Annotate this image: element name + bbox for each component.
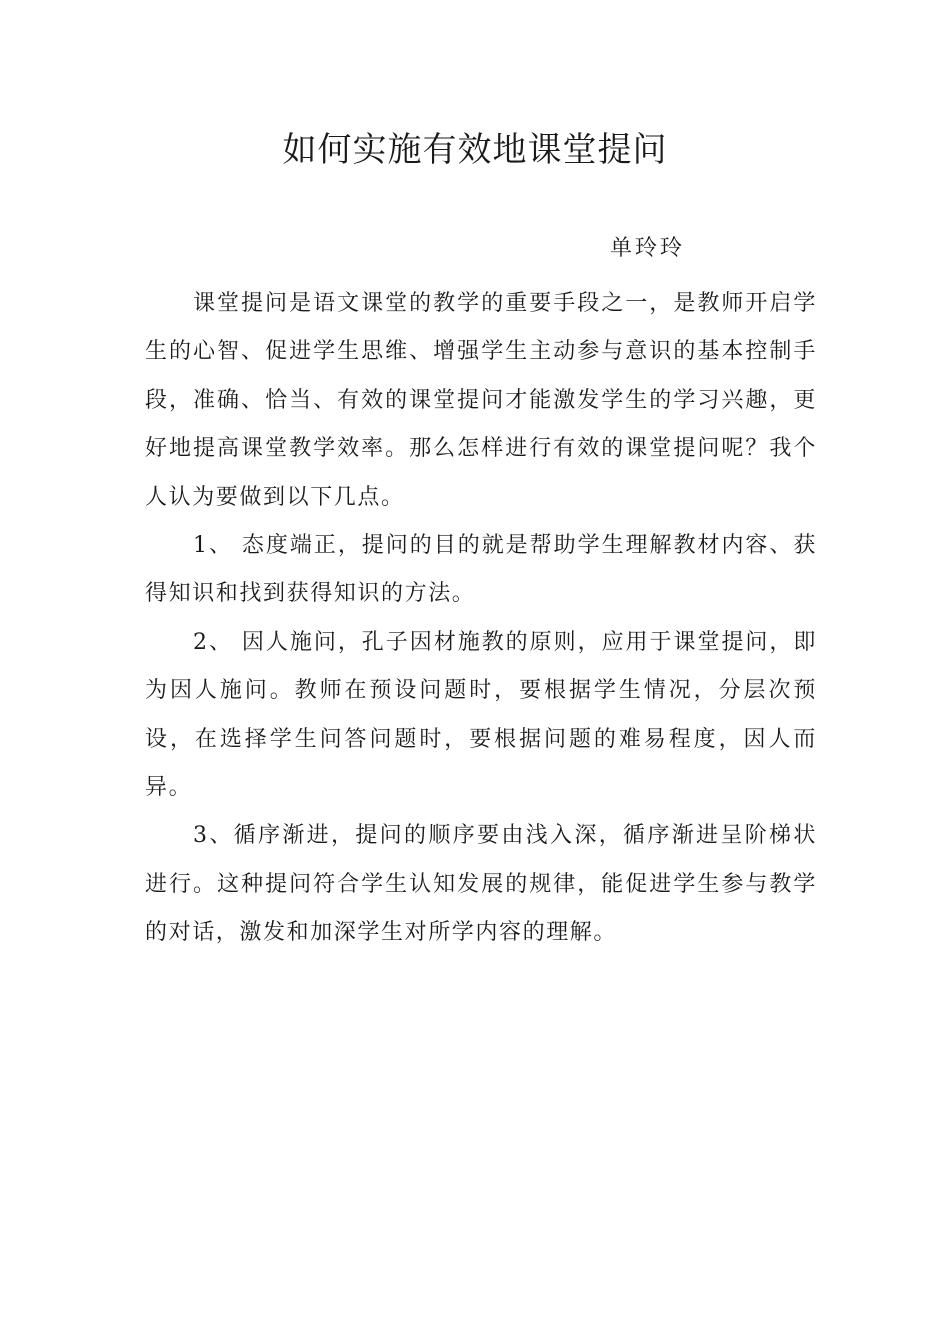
document-author: 单玲玲 xyxy=(610,236,686,261)
paragraph-point-3: 3、循序渐进，提问的顺序要由浅入深，循序渐进呈阶梯状进行。这种提问符合学生认知发展的规律，能促进学生参与教学的对话，激发和加深学生对所学内容的理解。 xyxy=(145,823,817,946)
paragraph-point-2: 2、 因人施问，孔子因材施教的原则，应用于课堂提问，即为因人施问。教师在预设问题时，要根据学生情况，分层次预设，在选择学生问答问题时，要根据问题的难易程度，因人而异。 xyxy=(145,629,817,801)
document-title: 如何实施有效地课堂提问 xyxy=(282,130,668,170)
document-body xyxy=(145,280,817,958)
paragraph-point-1: 1、 态度端正，提问的目的就是帮助学生理解教材内容、获得知识和找到获得知识的方法。 xyxy=(145,533,817,607)
paragraph-intro: 课堂提问是语文课堂的教学的重要手段之一，是教师开启学生的心智、促进学生思维、增强学生主动参与意识的基本控制手段，准确、恰当、有效的课堂提问才能激发学生的学习兴趣，更好地提高课堂教学效率。那么怎样进行有效的课堂提问呢？我个人认为要做到以下几点。 xyxy=(145,291,817,510)
